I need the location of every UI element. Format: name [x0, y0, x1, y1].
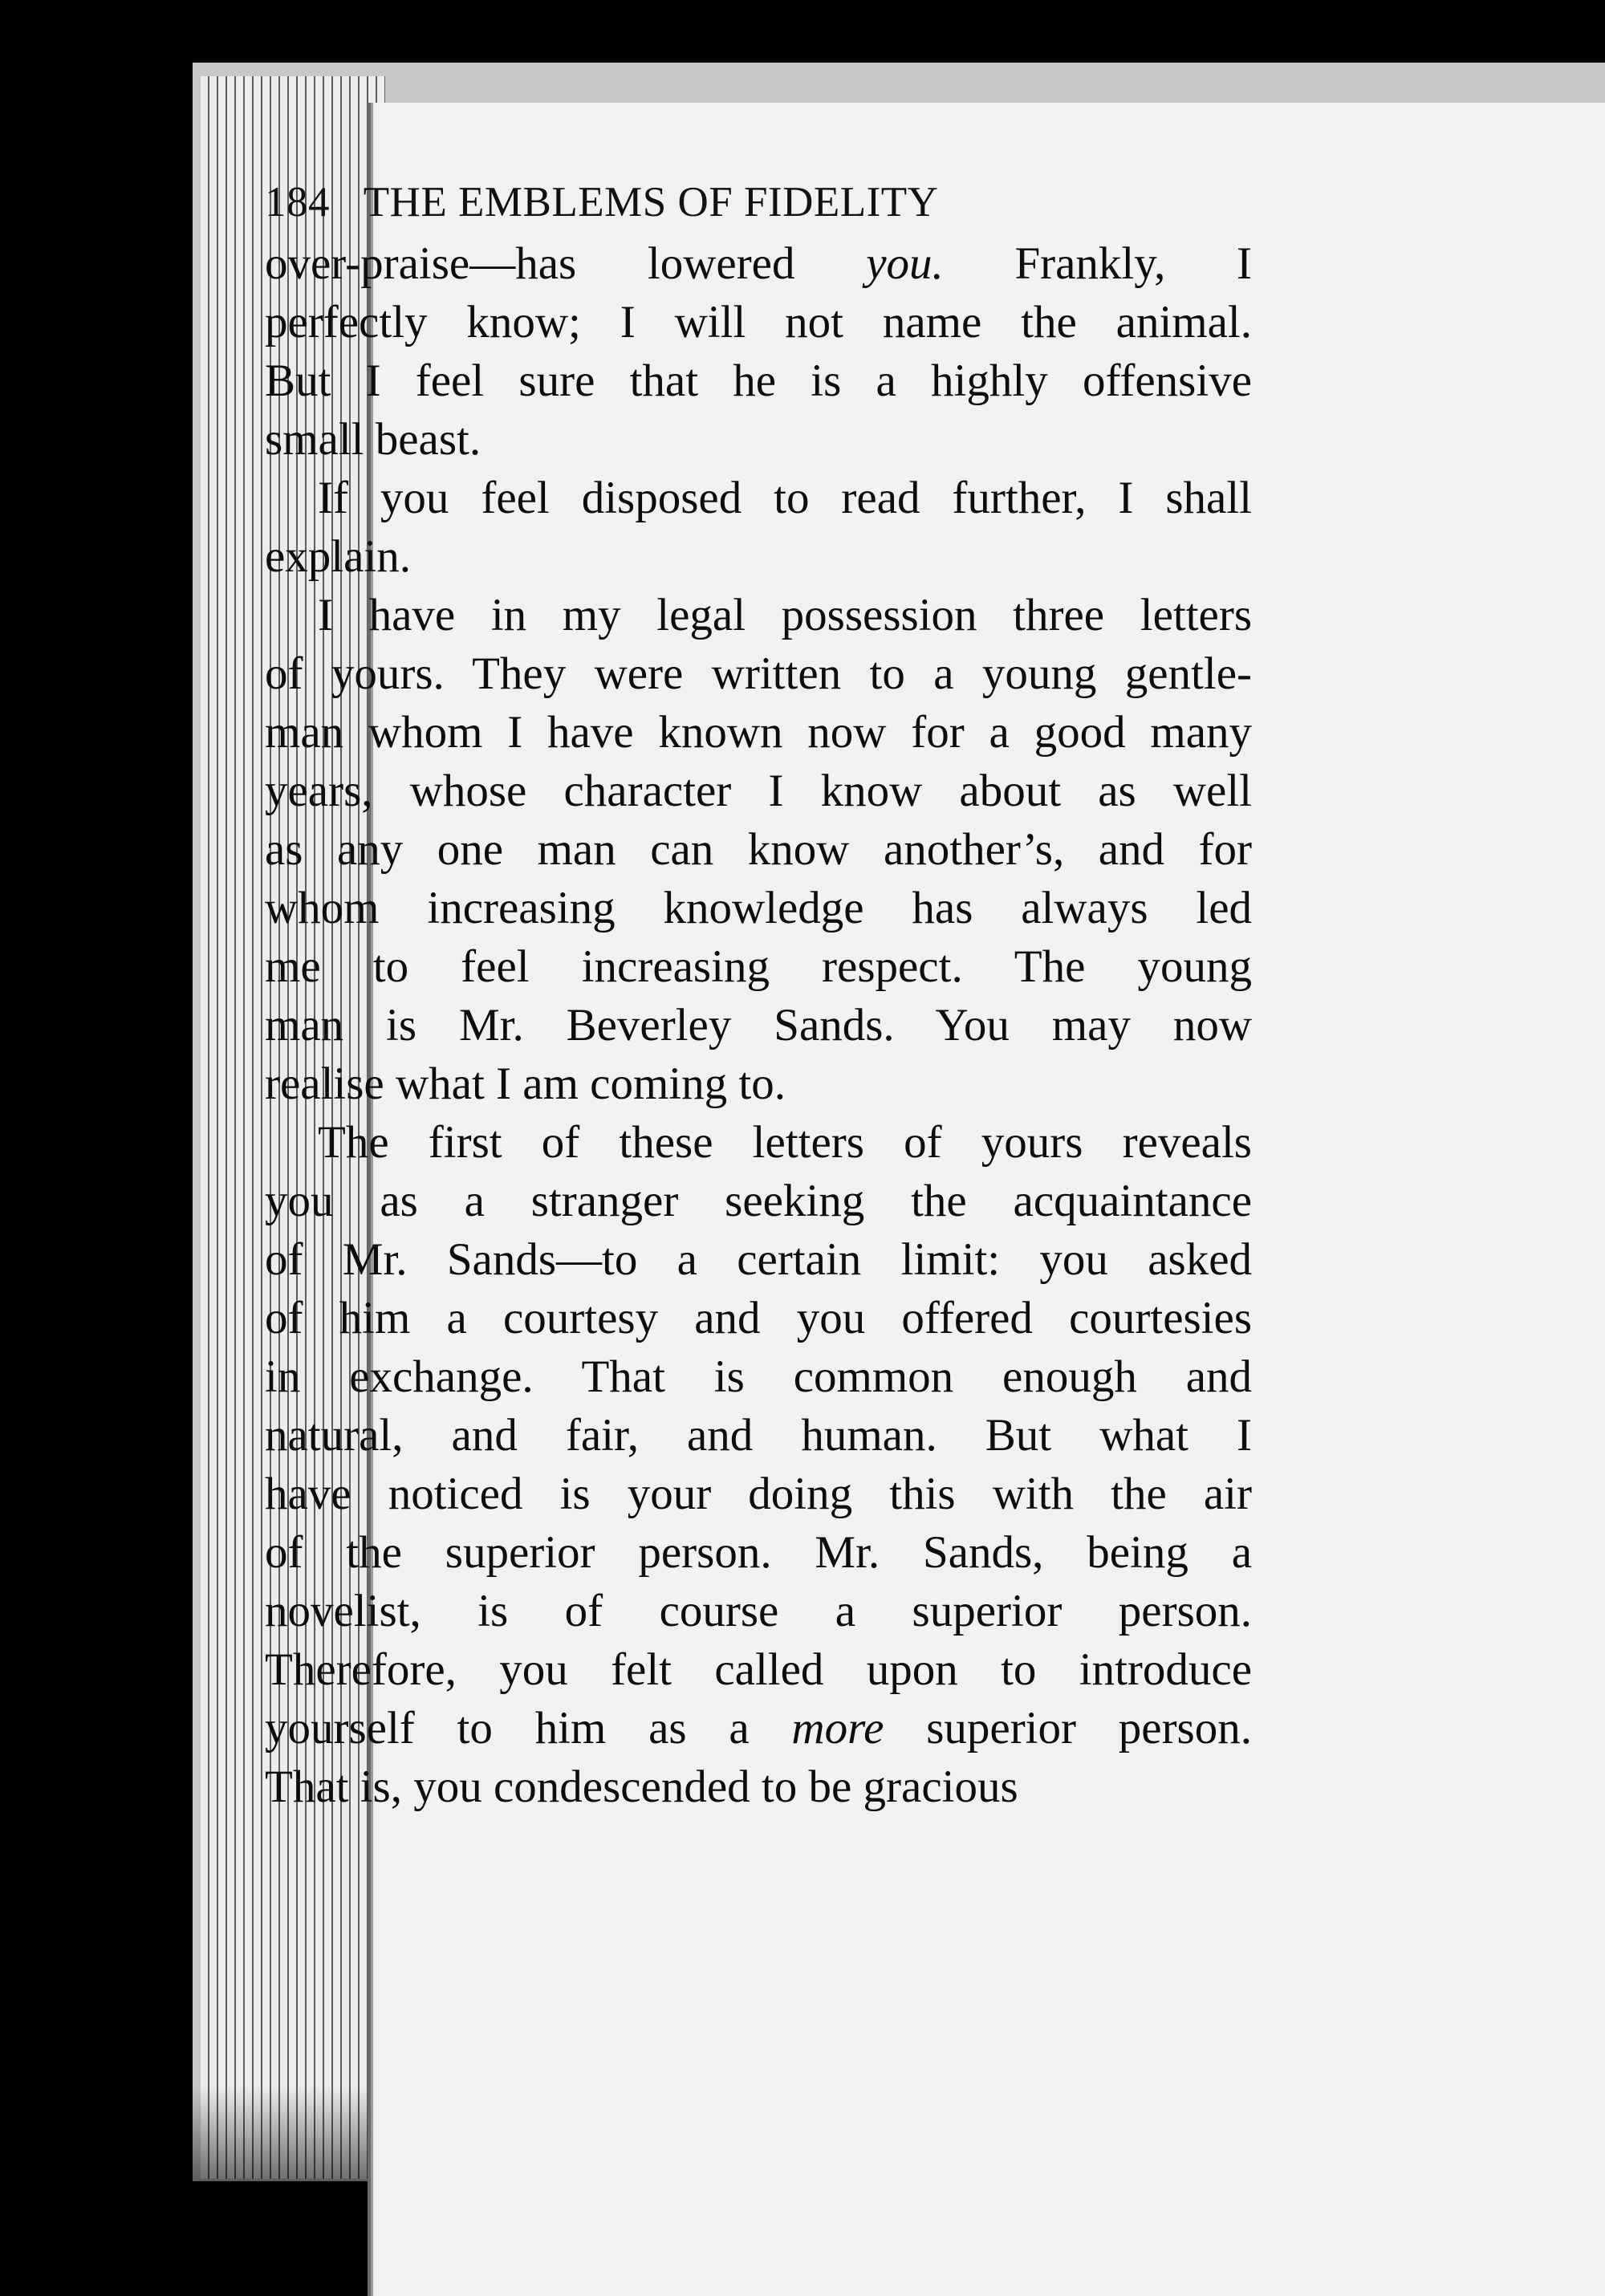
text-run: I have in my legal possession three letters [318, 590, 1252, 640]
text-line [265, 1523, 1252, 1582]
text-line [265, 1406, 1252, 1465]
text-run: small beast. [265, 414, 482, 465]
paragraph [265, 234, 1252, 469]
text-run: Therefore, you felt called upon to introduce [265, 1644, 1252, 1695]
text-run: of the superior person. Mr. Sands, being a [265, 1527, 1252, 1578]
text-run: me to feel increasing respect. The young [265, 941, 1252, 992]
text-run: superior person. [884, 1703, 1252, 1753]
text-run: of yours. They were written to a young gentle- [265, 648, 1252, 699]
text-line [265, 1640, 1252, 1699]
italic-word: you. [866, 238, 944, 289]
text-run: Frankly, I [943, 238, 1252, 289]
text-line [265, 234, 1252, 293]
text-run: over-praise—has lowered [265, 238, 867, 289]
text-run: of Mr. Sands—to a certain limit: you asked [265, 1234, 1252, 1285]
text-run: have noticed is your doing this with the air [265, 1469, 1252, 1519]
text-run: as any one man can know another’s, and for [265, 824, 1252, 875]
text-run: That is, you condescended to be gracious [265, 1762, 1018, 1812]
text-line [265, 1113, 1252, 1172]
text-run: natural, and fair, and human. But what I [265, 1410, 1252, 1461]
text-run: yourself to him as a [265, 1703, 792, 1753]
text-line [265, 1230, 1252, 1289]
text-line [265, 996, 1252, 1055]
text-line [265, 644, 1252, 703]
text-line [265, 586, 1252, 644]
text-line [265, 820, 1252, 879]
text-line [265, 937, 1252, 996]
text-line [265, 410, 1252, 469]
text-line [265, 527, 1252, 586]
text-run: in exchange. That is common enough and [265, 1351, 1252, 1402]
text-line [265, 1758, 1252, 1816]
text-line [265, 352, 1252, 410]
text-run: realise what I am coming to. [265, 1059, 786, 1109]
text-run: whom increasing knowledge has always led [265, 883, 1252, 933]
italic-word: more [791, 1703, 884, 1753]
paragraph [265, 469, 1252, 586]
text-run: perfectly know; I will not name the animal. [265, 297, 1252, 347]
text-line [265, 879, 1252, 937]
text-run: The first of these letters of yours reveals [318, 1117, 1252, 1168]
text-line [265, 1289, 1252, 1347]
text-line [265, 703, 1252, 762]
text-run: man is Mr. Beverley Sands. You may now [265, 1000, 1252, 1050]
text-line [265, 762, 1252, 820]
text-run: years, whose character I know about as well [265, 766, 1252, 816]
text-line [265, 1055, 1252, 1113]
text-run: But I feel sure that he is a highly offensive [265, 356, 1252, 406]
text-line [265, 1347, 1252, 1406]
text-line [265, 1172, 1252, 1230]
page-stack-shadow [185, 2087, 393, 2183]
paragraph [265, 1113, 1252, 1816]
text-line [265, 469, 1252, 527]
page-header [265, 178, 938, 226]
text-run: of him a courtesy and you offered courtesies [265, 1293, 1252, 1343]
text-line [265, 1699, 1252, 1758]
body-text [265, 234, 1252, 2080]
running-head: THE EMBLEMS OF FIDELITY [363, 179, 939, 226]
paragraph [265, 586, 1252, 1113]
text-run: novelist, is of course a superior person. [265, 1586, 1252, 1636]
text-run: If you feel disposed to read further, I shall [318, 473, 1252, 523]
text-run: man whom I have known now for a good many [265, 707, 1252, 758]
text-run: you as a stranger seeking the acquaintance [265, 1176, 1252, 1226]
text-line [265, 293, 1252, 352]
page-number: 184 [265, 179, 330, 226]
text-line [265, 1582, 1252, 1640]
text-run: explain. [265, 531, 412, 582]
text-line [265, 1465, 1252, 1523]
